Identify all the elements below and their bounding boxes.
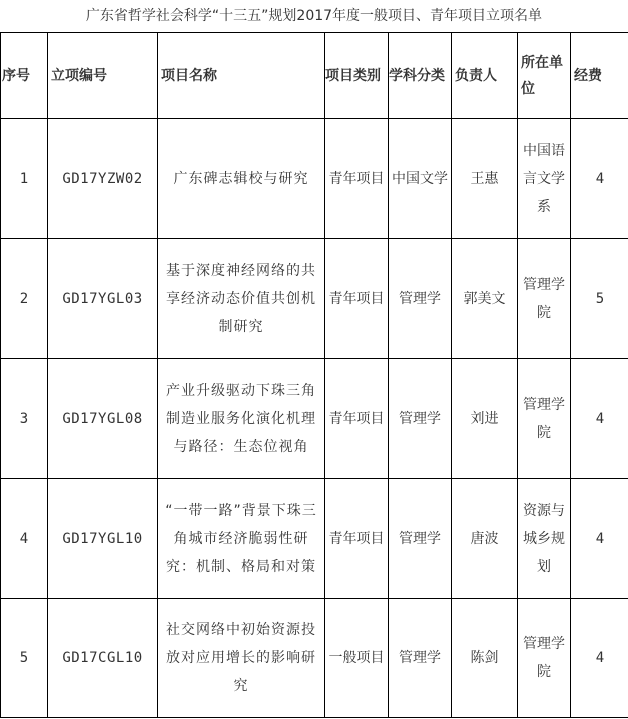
cell-funding: 4 bbox=[571, 119, 628, 239]
cell-leader: 刘进 bbox=[452, 359, 518, 479]
cell-dept: 资源与城乡规划 bbox=[518, 479, 571, 599]
table-row bbox=[1, 479, 628, 599]
cell-leader: 唐波 bbox=[452, 479, 518, 599]
cell-leader: 王惠 bbox=[452, 119, 518, 239]
cell-seq: 3 bbox=[1, 359, 48, 479]
cell-funding: 5 bbox=[571, 239, 628, 359]
cell-leader: 郭美文 bbox=[452, 239, 518, 359]
cell-code: GD17YGL10 bbox=[48, 479, 158, 599]
cell-type: 青年项目 bbox=[325, 119, 389, 239]
page-title: 广东省哲学社会科学“十三五”规划2017年度一般项目、青年项目立项名单 bbox=[85, 8, 543, 24]
header-seq: 序号 bbox=[1, 33, 48, 119]
cell-code: GD17YGL08 bbox=[48, 359, 158, 479]
header-discipline: 学科分类 bbox=[389, 33, 452, 119]
cell-funding: 4 bbox=[571, 599, 628, 718]
cell-discipline: 中国文学 bbox=[389, 119, 452, 239]
cell-dept: 管理学院 bbox=[518, 239, 571, 359]
table-row bbox=[1, 119, 628, 239]
cell-discipline: 管理学 bbox=[389, 359, 452, 479]
cell-name: 广东碑志辑校与研究 bbox=[158, 119, 325, 239]
cell-name: 社交网络中初始资源投放对应用增长的影响研究 bbox=[158, 599, 325, 718]
cell-type: 青年项目 bbox=[325, 239, 389, 359]
cell-code: GD17YZW02 bbox=[48, 119, 158, 239]
cell-funding: 4 bbox=[571, 359, 628, 479]
table-row bbox=[1, 359, 628, 479]
cell-discipline: 管理学 bbox=[389, 239, 452, 359]
cell-seq: 5 bbox=[1, 599, 48, 718]
cell-funding: 4 bbox=[571, 479, 628, 599]
cell-type: 青年项目 bbox=[325, 479, 389, 599]
cell-leader: 陈剑 bbox=[452, 599, 518, 718]
cell-dept: 中国语言文学系 bbox=[518, 119, 571, 239]
cell-seq: 1 bbox=[1, 119, 48, 239]
cell-type: 一般项目 bbox=[325, 599, 389, 718]
cell-discipline: 管理学 bbox=[389, 479, 452, 599]
header-funding: 经费 bbox=[571, 33, 628, 119]
cell-dept: 管理学院 bbox=[518, 359, 571, 479]
table-row bbox=[1, 239, 628, 359]
cell-name: “一带一路”背景下珠三角城市经济脆弱性研究：机制、格局和对策 bbox=[158, 479, 325, 599]
header-type: 项目类别 bbox=[325, 33, 389, 119]
cell-dept: 管理学院 bbox=[518, 599, 571, 718]
table-header-row bbox=[1, 33, 628, 119]
cell-seq: 2 bbox=[1, 239, 48, 359]
cell-code: GD17YGL03 bbox=[48, 239, 158, 359]
header-leader: 负责人 bbox=[452, 33, 518, 119]
cell-discipline: 管理学 bbox=[389, 599, 452, 718]
header-dept: 所在单位 bbox=[518, 33, 571, 119]
cell-code: GD17CGL10 bbox=[48, 599, 158, 718]
cell-name: 产业升级驱动下珠三角制造业服务化演化机理与路径：生态位视角 bbox=[158, 359, 325, 479]
header-name: 项目名称 bbox=[158, 33, 325, 119]
cell-type: 青年项目 bbox=[325, 359, 389, 479]
cell-name: 基于深度神经网络的共享经济动态价值共创机制研究 bbox=[158, 239, 325, 359]
project-list-table bbox=[0, 32, 628, 718]
cell-seq: 4 bbox=[1, 479, 48, 599]
header-code: 立项编号 bbox=[48, 33, 158, 119]
table-row bbox=[1, 599, 628, 718]
